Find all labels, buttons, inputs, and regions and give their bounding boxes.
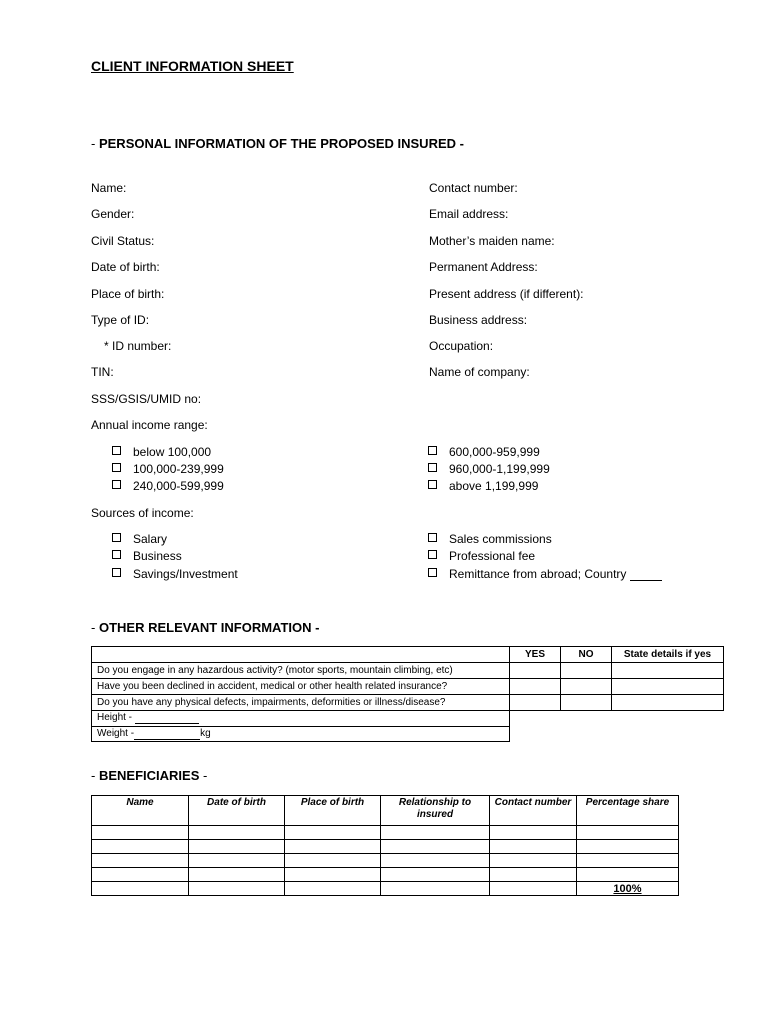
heading-text: PERSONAL INFORMATION OF THE PROPOSED INSURED - bbox=[98, 136, 464, 151]
field-gender: Gender: bbox=[91, 207, 135, 221]
field-sss-gsis-umid: SSS/GSIS/UMID no: bbox=[91, 392, 202, 406]
table-row bbox=[92, 882, 679, 896]
personal-section-heading bbox=[91, 136, 464, 151]
cell[interactable] bbox=[381, 826, 490, 840]
field-email-address: Email address: bbox=[429, 207, 509, 221]
field-name-of-company: Name of company: bbox=[429, 365, 530, 379]
checkbox-icon[interactable] bbox=[112, 446, 121, 455]
table-row bbox=[92, 868, 679, 882]
cell[interactable] bbox=[577, 854, 679, 868]
weight-cell[interactable]: Weight - kg bbox=[92, 726, 510, 741]
beneficiaries-section-heading bbox=[91, 768, 207, 783]
header-name: Name bbox=[92, 796, 189, 826]
income-option[interactable]: below 100,000 bbox=[112, 445, 211, 459]
cell[interactable] bbox=[189, 840, 285, 854]
cell[interactable] bbox=[285, 854, 381, 868]
income-option[interactable]: 100,000-239,999 bbox=[112, 462, 224, 476]
table-row bbox=[92, 840, 679, 854]
yes-cell[interactable] bbox=[510, 695, 561, 711]
income-option[interactable]: 600,000-959,999 bbox=[428, 445, 540, 459]
table-header-row bbox=[92, 647, 724, 663]
cell[interactable] bbox=[490, 826, 577, 840]
heading-prefix: - bbox=[91, 620, 96, 635]
income-option[interactable]: 960,000-1,199,999 bbox=[428, 462, 550, 476]
question-cell: Do you engage in any hazardous activity? (motor sports, mountain climbing, etc) bbox=[92, 663, 510, 679]
cell[interactable] bbox=[189, 854, 285, 868]
cell[interactable] bbox=[285, 868, 381, 882]
height-blank[interactable] bbox=[135, 713, 199, 724]
heading-prefix: - bbox=[91, 768, 96, 783]
cell[interactable] bbox=[577, 840, 679, 854]
table-row bbox=[92, 695, 724, 711]
cell[interactable] bbox=[92, 868, 189, 882]
field-place-of-birth: Place of birth: bbox=[91, 287, 165, 301]
cell[interactable] bbox=[490, 882, 577, 896]
table-row bbox=[92, 726, 724, 741]
question-cell: Have you been declined in accident, medical or other health related insurance? bbox=[92, 679, 510, 695]
heading-prefix: - bbox=[91, 136, 96, 151]
field-occupation: Occupation: bbox=[429, 339, 494, 353]
field-type-of-id: Type of ID: bbox=[91, 313, 150, 327]
checkbox-icon[interactable] bbox=[112, 568, 121, 577]
header-relationship: Relationship to insured bbox=[381, 796, 490, 826]
source-option[interactable]: Professional fee bbox=[428, 549, 535, 563]
field-permanent-address: Permanent Address: bbox=[429, 260, 538, 274]
height-cell[interactable]: Height - bbox=[92, 711, 510, 727]
beneficiaries-table bbox=[91, 795, 679, 896]
checkbox-icon[interactable] bbox=[428, 568, 437, 577]
field-name: Name: bbox=[91, 181, 127, 195]
heading-text: OTHER RELEVANT INFORMATION - bbox=[98, 620, 320, 635]
field-civil-status: Civil Status: bbox=[91, 234, 155, 248]
heading-text: BENEFICIARIES bbox=[98, 768, 200, 783]
source-option[interactable]: Sales commissions bbox=[428, 532, 552, 546]
header-date-of-birth: Date of birth bbox=[189, 796, 285, 826]
cell[interactable] bbox=[381, 882, 490, 896]
header-percentage-share: Percentage share bbox=[577, 796, 679, 826]
cell[interactable] bbox=[490, 840, 577, 854]
cell[interactable] bbox=[577, 826, 679, 840]
source-option[interactable]: Remittance from abroad; Country bbox=[428, 567, 662, 581]
checkbox-icon[interactable] bbox=[428, 480, 437, 489]
country-blank[interactable] bbox=[630, 580, 662, 581]
cell[interactable] bbox=[490, 868, 577, 882]
table-header-row bbox=[92, 796, 679, 826]
question-cell: Do you have any physical defects, impairments, deformities or illness/disease? bbox=[92, 695, 510, 711]
field-id-number: * ID number: bbox=[104, 339, 172, 353]
table-row bbox=[92, 826, 679, 840]
cell[interactable] bbox=[92, 854, 189, 868]
source-option[interactable]: Salary bbox=[112, 532, 167, 546]
table-row bbox=[92, 854, 679, 868]
heading-suffix: - bbox=[203, 768, 208, 783]
no-cell[interactable] bbox=[561, 679, 612, 695]
details-cell[interactable] bbox=[612, 679, 724, 695]
field-mothers-maiden-name: Mother’s maiden name: bbox=[429, 234, 555, 248]
field-present-address: Present address (if different): bbox=[429, 287, 584, 301]
checkbox-icon[interactable] bbox=[428, 463, 437, 472]
cell[interactable] bbox=[189, 826, 285, 840]
cell[interactable] bbox=[381, 840, 490, 854]
checkbox-icon[interactable] bbox=[112, 480, 121, 489]
header-yes: YES bbox=[510, 647, 561, 663]
checkbox-icon[interactable] bbox=[428, 550, 437, 559]
yes-cell[interactable] bbox=[510, 679, 561, 695]
header-blank-cell bbox=[92, 647, 510, 663]
cell[interactable] bbox=[285, 882, 381, 896]
total-percentage: 100% bbox=[577, 882, 679, 896]
page-title: CLIENT INFORMATION SHEET bbox=[91, 58, 294, 74]
checkbox-icon[interactable] bbox=[428, 446, 437, 455]
field-tin: TIN: bbox=[91, 365, 114, 379]
table-row bbox=[92, 679, 724, 695]
header-contact-number: Contact number bbox=[490, 796, 577, 826]
table-row bbox=[92, 711, 724, 727]
table-row bbox=[92, 663, 724, 679]
income-option[interactable]: above 1,199,999 bbox=[428, 479, 538, 493]
yes-cell[interactable] bbox=[510, 663, 561, 679]
no-cell[interactable] bbox=[561, 663, 612, 679]
cell[interactable] bbox=[92, 840, 189, 854]
cell[interactable] bbox=[490, 854, 577, 868]
checkbox-icon[interactable] bbox=[112, 463, 121, 472]
details-cell[interactable] bbox=[612, 695, 724, 711]
cell[interactable] bbox=[381, 868, 490, 882]
field-contact-number: Contact number: bbox=[429, 181, 518, 195]
no-cell[interactable] bbox=[561, 695, 612, 711]
cell[interactable] bbox=[381, 854, 490, 868]
cell[interactable] bbox=[285, 826, 381, 840]
field-business-address: Business address: bbox=[429, 313, 528, 327]
cell[interactable] bbox=[92, 882, 189, 896]
field-annual-income-range: Annual income range: bbox=[91, 418, 208, 432]
cell[interactable] bbox=[285, 840, 381, 854]
cell[interactable] bbox=[92, 826, 189, 840]
header-place-of-birth: Place of birth bbox=[285, 796, 381, 826]
checkbox-icon[interactable] bbox=[428, 533, 437, 542]
weight-blank[interactable] bbox=[134, 729, 200, 740]
other-section-heading bbox=[91, 620, 319, 635]
cell[interactable] bbox=[189, 868, 285, 882]
field-date-of-birth: Date of birth: bbox=[91, 260, 160, 274]
other-info-table bbox=[91, 646, 724, 742]
field-sources-of-income: Sources of income: bbox=[91, 506, 194, 520]
header-details: State details if yes bbox=[612, 647, 724, 663]
source-option[interactable]: Business bbox=[112, 549, 182, 563]
source-option[interactable]: Savings/Investment bbox=[112, 567, 238, 581]
header-no: NO bbox=[561, 647, 612, 663]
details-cell[interactable] bbox=[612, 663, 724, 679]
checkbox-icon[interactable] bbox=[112, 533, 121, 542]
income-option[interactable]: 240,000-599,999 bbox=[112, 479, 224, 493]
cell[interactable] bbox=[577, 868, 679, 882]
checkbox-icon[interactable] bbox=[112, 550, 121, 559]
cell[interactable] bbox=[189, 882, 285, 896]
